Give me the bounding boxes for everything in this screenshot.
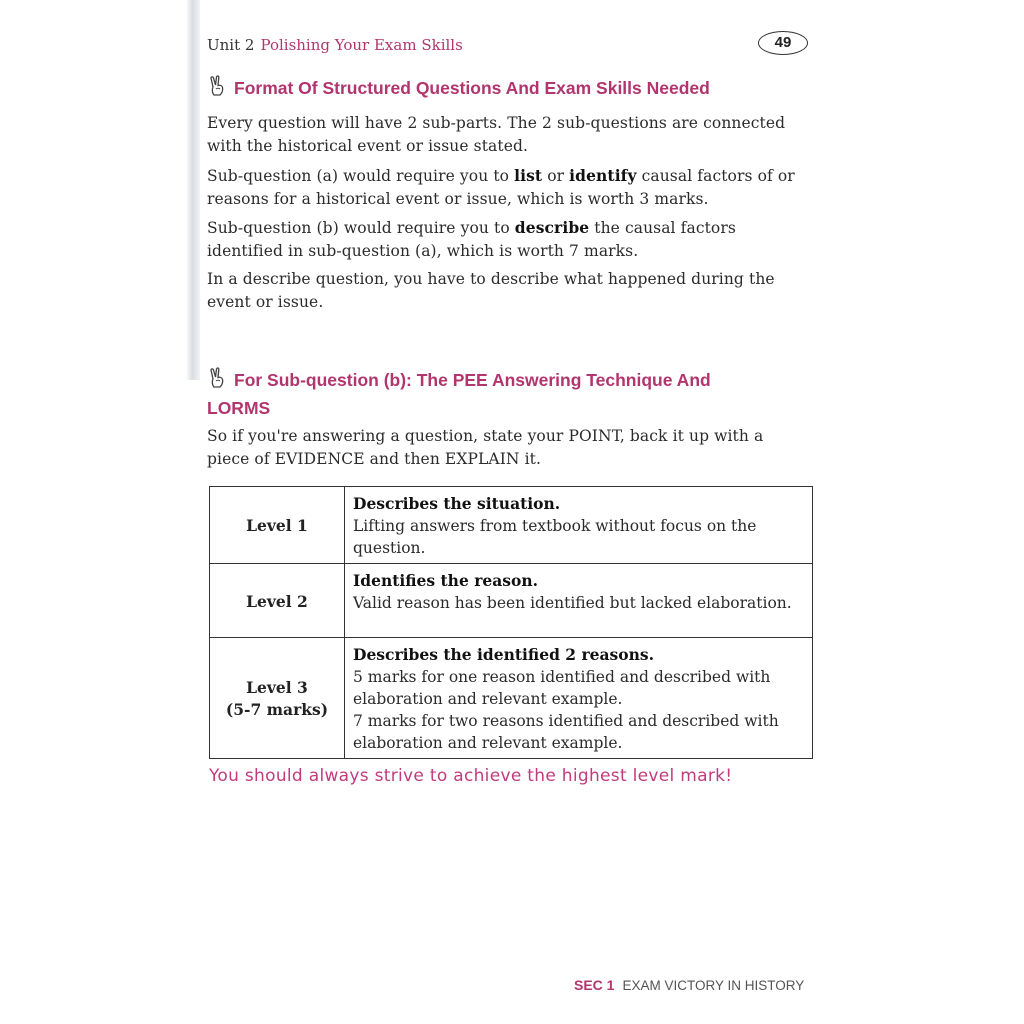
- section-heading-pee: [207, 366, 811, 422]
- keyword-list: list: [514, 166, 543, 185]
- section-heading-text: Format Of Structured Questions And Exam Skills Needed: [234, 78, 710, 98]
- table-row: [210, 564, 813, 638]
- paragraph-pee: So if you're answering a question, state your POINT, back it up with a piece of EVIDENCE and then EXPLAIN it.: [207, 427, 764, 468]
- running-head-unit: Unit 2: [207, 36, 255, 54]
- footer-book-title: EXAM VICTORY IN HISTORY: [622, 978, 805, 993]
- description-line: Lifting answers from textbook without focus on the question.: [353, 517, 757, 557]
- page-footer: [574, 977, 804, 993]
- level-label: Level 3: [246, 678, 308, 697]
- description-line: 7 marks for two reasons identified and described with elaboration and relevant example.: [353, 712, 779, 752]
- section-heading-text-line2: LORMS: [207, 398, 271, 418]
- description-cell: [345, 487, 813, 564]
- tagline: You should always strive to achieve the highest level mark!: [209, 766, 733, 786]
- running-head-title: Polishing Your Exam Skills: [260, 36, 463, 54]
- text-run: the causal factors identified in sub-question (a), which is worth 7 marks.: [207, 219, 736, 260]
- section-heading-text: For Sub-question (b): The PEE Answering Technique And: [234, 370, 711, 390]
- levels-table: [209, 486, 813, 759]
- level-cell: [210, 564, 345, 638]
- level-cell: [210, 638, 345, 759]
- paragraph-describe-question: In a describe question, you have to describe what happened during the event or issue.: [207, 270, 775, 311]
- text-run: Sub-question (b) would require you to: [207, 219, 515, 237]
- paragraph-subquestion-b: [207, 216, 807, 263]
- level-marks: (5-7 marks): [225, 700, 329, 719]
- table-row: [210, 638, 813, 759]
- keyword-describe: describe: [514, 218, 590, 237]
- description-title: Identifies the reason.: [353, 571, 539, 590]
- peace-hand-icon: [207, 75, 229, 97]
- text-run: Sub-question (a) would require you to: [207, 167, 515, 185]
- description-cell: [345, 564, 813, 638]
- text-run: or: [542, 167, 570, 185]
- keyword-identify: identify: [569, 166, 637, 185]
- page-gutter: [0, 0, 193, 1024]
- peace-hand-icon: [207, 367, 229, 389]
- section-heading-format: [207, 74, 710, 102]
- running-head: [207, 36, 463, 54]
- description-title: Describes the identified 2 reasons.: [353, 645, 655, 664]
- book-page: [207, 0, 812, 1024]
- description-cell: [345, 638, 813, 759]
- description-title: Describes the situation.: [353, 494, 561, 513]
- description-line: 5 marks for one reason identified and described with elaboration and relevant example.: [353, 668, 771, 708]
- page-number: 49: [758, 31, 808, 55]
- level-label: Level 2: [246, 591, 308, 611]
- footer-sec: SEC 1: [574, 977, 615, 993]
- paragraph-subparts: Every question will have 2 sub-parts. The 2 sub-questions are connected with the historical event or issue stated.: [207, 114, 786, 155]
- level-cell: [210, 487, 345, 564]
- table-row: [210, 487, 813, 564]
- text-run: causal factors of or reasons for a historical event or issue, which is worth 3 marks.: [207, 167, 795, 208]
- description-line: Valid reason has been identified but lacked elaboration.: [353, 594, 792, 612]
- paragraph-subquestion-a: [207, 164, 807, 211]
- level-label: Level 1: [246, 516, 308, 535]
- binding-shadow: [186, 0, 200, 380]
